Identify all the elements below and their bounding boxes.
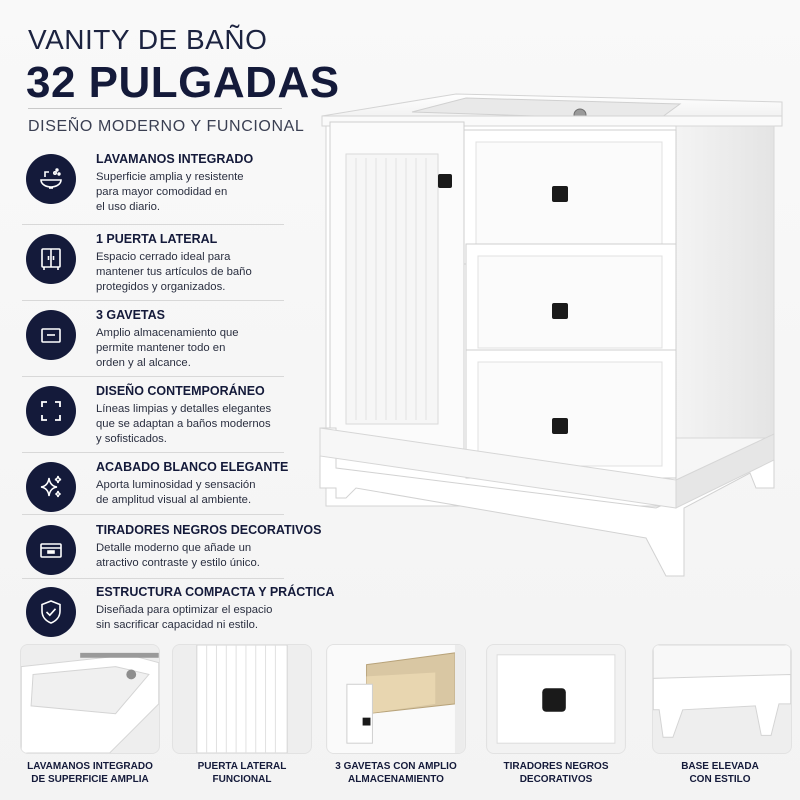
feature-title: ESTRUCTURA COMPACTA Y PRÁCTICA (96, 585, 335, 599)
feature-title: 3 GAVETAS (96, 308, 165, 322)
thumbnail-drawers (326, 644, 466, 754)
shield-check-icon (26, 587, 76, 637)
feature-title: ACABADO BLANCO ELEGANTE (96, 460, 289, 474)
frame-corners-icon (26, 386, 76, 436)
feature-item-door (22, 232, 284, 302)
feature-description: Diseñada para optimizar el espacio sin sacrificar capacidad ni estilo. (96, 604, 273, 631)
thumbnail-caption-door: PUERTA LATERAL FUNCIONAL (197, 761, 287, 785)
sparkles-icon (26, 462, 76, 512)
feature-title: TIRADORES NEGROS DECORATIVOS (96, 523, 322, 537)
feature-item-design (22, 384, 284, 454)
title-divider (28, 108, 282, 109)
thumbnail-caption-base: BASE ELEVADA CON ESTILO (681, 761, 759, 785)
feature-title: DISEÑO CONTEMPORÁNEO (96, 384, 265, 398)
feature-divider (22, 578, 284, 579)
page-subtitle: DISEÑO MODERNO Y FUNCIONAL (28, 118, 305, 135)
feature-description: Espacio cerrado ideal para mantener tus artículos de baño protegidos y organizados. (96, 251, 252, 293)
vanity-product-image (316, 88, 786, 588)
page-title-line2: 32 PULGADAS (26, 58, 340, 107)
feature-title: LAVAMANOS INTEGRADO (96, 152, 254, 166)
feature-divider (22, 514, 284, 515)
thumbnail-caption-drawers: 3 GAVETAS CON AMPLIO ALMACENAMIENTO (335, 761, 457, 785)
feature-description: Amplio almacenamiento que permite mantener todo en orden y al alcance. (96, 327, 239, 369)
sink-icon (26, 154, 76, 204)
feature-divider (22, 224, 284, 225)
feature-item-sink (22, 152, 284, 222)
feature-divider (22, 300, 284, 301)
feature-description: Aporta luminosidad y sensación de amplitud visual al ambiente. (96, 479, 256, 506)
feature-divider (22, 376, 284, 377)
drawer-handle-icon (26, 525, 76, 575)
thumbnail-base (652, 644, 792, 754)
feature-description: Detalle moderno que añade un atractivo contraste y estilo único. (96, 542, 260, 569)
feature-description: Superficie amplia y resistente para mayor comodidad en el uso diario. (96, 171, 244, 213)
cabinet-door-icon (26, 234, 76, 284)
thumbnail-handles (486, 644, 626, 754)
page-title-line1: VANITY DE BAÑO (28, 24, 268, 55)
thumbnail-door (172, 644, 312, 754)
feature-description: Líneas limpias y detalles elegantes que se adaptan a baños modernos y sofisticados. (96, 403, 272, 445)
feature-item-drawers (22, 308, 284, 378)
feature-divider (22, 452, 284, 453)
thumbnail-caption-handles: TIRADORES NEGROS DECORATIVOS (503, 761, 609, 785)
thumbnail-sink (20, 644, 160, 754)
feature-title: 1 PUERTA LATERAL (96, 232, 218, 246)
feature-item-finish (22, 460, 289, 530)
drawer-icon (26, 310, 76, 360)
thumbnail-caption-sink: LAVAMANOS INTEGRADO DE SUPERFICIE AMPLIA (27, 761, 153, 785)
